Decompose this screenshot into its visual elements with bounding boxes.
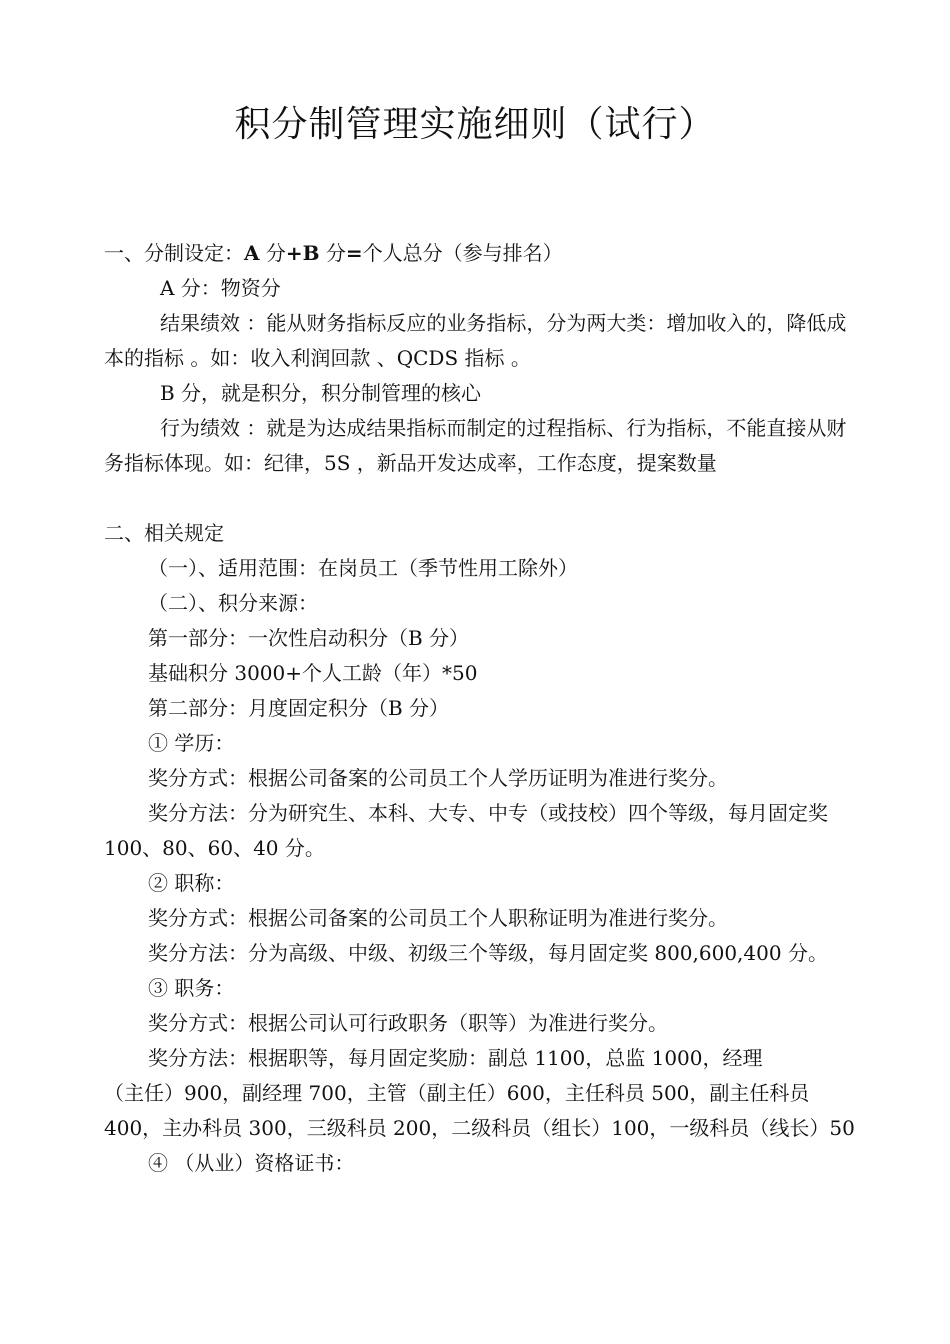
formula-b-text: 分 <box>319 241 346 265</box>
formula-a: A <box>244 241 260 265</box>
page-title: 积分制管理实施细则（试行） <box>234 104 716 145</box>
post-way: 奖分方式：根据公司认可行政职务（职等）为准进行奖分。 <box>148 1011 668 1035</box>
a-score-line: A 分：物资分 <box>160 276 281 300</box>
source-line: （二）、积分来源： <box>148 591 318 615</box>
post-method-continuation: （主任）900，副经理 700，主管（副主任）600，主任科员 500，副主任科员 400，主办科员 300，三级科员 200，二级科员（组长）100，一级科员（线长）50 <box>104 1081 855 1140</box>
part2-line: 第二部分：月度固定积分（B 分） <box>148 696 450 720</box>
formula-b: +B <box>285 241 320 265</box>
post-method-first-line: 奖分方法：根据职等，每月固定奖励：副总 1100，总监 1000，经理 <box>148 1046 763 1070</box>
certificate-title: ④ （从业）资格证书： <box>148 1151 355 1175</box>
b-score-line: B 分，就是积分，积分制管理的核心 <box>160 381 482 405</box>
section1-heading-suffix: 个人总分（参与排名） <box>362 241 563 265</box>
professional-title-way: 奖分方式：根据公司备案的公司员工个人职称证明为准进行奖分。 <box>148 906 728 930</box>
section2-heading: 二、相关规定 <box>104 521 224 545</box>
scope-line: （一）、适用范围：在岗员工（季节性用工除外） <box>148 556 578 580</box>
post-title: ③ 职务： <box>148 976 235 1000</box>
base-score-line: 基础积分 3000+个人工龄（年）*50 <box>148 661 478 685</box>
behavior-performance-paragraph: 行为绩效 ：就是为达成结果指标而制定的过程指标、行为指标，不能直接从财务指标体现。如：纪律，5S ，新品开发达成率，工作态度，提案数量 <box>104 416 847 475</box>
section1-heading <box>104 236 864 271</box>
part1-line: 第一部分：一次性启动积分（B 分） <box>148 626 470 650</box>
formula-eq: = <box>345 241 363 265</box>
result-performance-paragraph: 结果绩效 ：能从财务指标反应的业务指标，分为两大类：增加收入的，降低成本的指标 。如：收入利润回款 、QCDS 指标 。 <box>104 311 847 370</box>
section1-heading-prefix: 一、分制设定： <box>104 241 244 265</box>
section-spacer <box>104 481 864 516</box>
education-method: 奖分方法：分为研究生、本科、大专、中专（或技校）四个等级，每月固定奖 100、80、60、40 分。 <box>104 801 828 860</box>
formula-a-text: 分 <box>259 241 286 265</box>
professional-title-method: 奖分方法：分为高级、中级、初级三个等级，每月固定奖 800,600,400 分。 <box>148 941 828 965</box>
education-way: 奖分方式：根据公司备案的公司员工个人学历证明为准进行奖分。 <box>148 766 728 790</box>
professional-title-heading: ② 职称： <box>148 871 235 895</box>
document-body <box>104 236 864 1181</box>
education-title: ① 学历： <box>148 731 235 755</box>
